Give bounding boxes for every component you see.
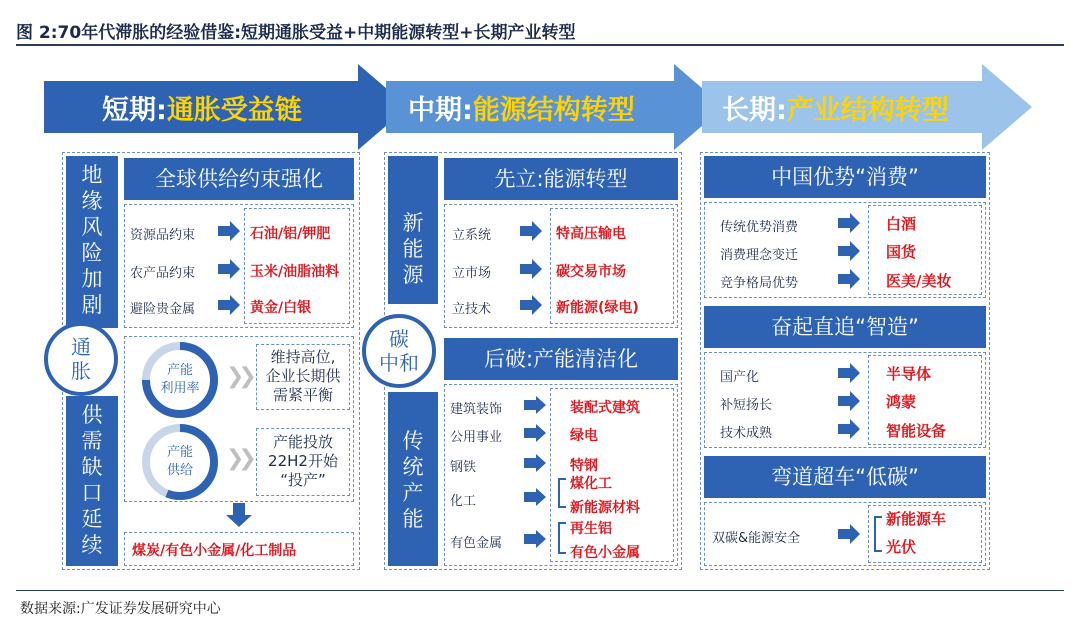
row-label: 立技术 xyxy=(452,302,492,317)
bracket xyxy=(558,522,566,554)
low-carbon-value: 新能源车 xyxy=(886,510,947,528)
row-label: 立市场 xyxy=(452,266,492,281)
arrow-right-icon xyxy=(524,396,546,414)
arrow-right-icon xyxy=(838,363,860,383)
phase-arrow-long xyxy=(702,64,1032,150)
arrow-right-icon xyxy=(838,391,860,411)
row-label: 农产品约束 xyxy=(130,266,196,281)
arrow-right-icon xyxy=(838,213,860,233)
supply-gap-bar: 供 需 缺 口 延 续 xyxy=(66,396,118,566)
arrow-right-icon xyxy=(218,259,240,279)
low-carbon-header: 弯道超车“低碳” xyxy=(704,456,986,498)
consumption-header: 中国优势“消费” xyxy=(704,156,986,198)
figure-title: 图 2:70年代滞胀的经验借鉴:短期通胀受益+中期能源转型+长期产业转型 xyxy=(16,23,576,43)
phase-arrow-mid xyxy=(386,64,724,150)
source-note: 数据来源:广发证券发展研究中心 xyxy=(20,601,221,617)
supply-value: 石油/铝/钾肥 xyxy=(250,226,331,242)
clean-value: 再生铝 xyxy=(570,521,612,537)
source-rule xyxy=(16,590,1064,591)
arrow-right-icon xyxy=(524,454,546,472)
row-label: 补短扬长 xyxy=(720,398,773,413)
consumption-value: 国货 xyxy=(886,243,917,261)
row-label: 资源品约束 xyxy=(130,228,196,243)
arrow-right-icon xyxy=(524,530,546,548)
arrow-right-icon xyxy=(218,295,240,315)
consumption-value: 医美/美妆 xyxy=(886,272,952,290)
arrow-right-icon xyxy=(524,488,546,506)
phase-long-title: 长期:产业结构转型 xyxy=(722,95,949,126)
consumption-value: 白酒 xyxy=(886,215,917,233)
geo-risk-bar: 地 缘 风 险 加 剧 xyxy=(66,156,118,328)
arrow-right-icon xyxy=(218,221,240,241)
chevron-right-icon: ❯❯ xyxy=(226,364,251,389)
chevron-right-icon: ❯❯ xyxy=(226,446,251,471)
smart-value: 鸿蒙 xyxy=(886,393,917,411)
clean-value: 新能源材料 xyxy=(570,500,640,516)
title-rule xyxy=(16,44,1064,46)
arrow-right-icon xyxy=(838,419,860,439)
arrow-right-icon xyxy=(520,259,542,279)
row-label: 钢铁 xyxy=(450,460,477,475)
row-label: 传统优势消费 xyxy=(720,220,799,235)
mid-term-top-header: 先立:能源转型 xyxy=(444,158,678,200)
capacity-release-note: 产能投放 22H2开始 “投产” xyxy=(268,433,338,489)
row-label: 公用事业 xyxy=(450,430,503,445)
carbon-neutral-circle: 碳 中和 xyxy=(362,314,436,388)
smart-value: 半导体 xyxy=(886,365,932,383)
supply-value: 黄金/白银 xyxy=(250,300,312,316)
arrow-right-icon xyxy=(838,524,860,544)
energy-value: 新能源(绿电) xyxy=(556,300,639,316)
row-label: 国产化 xyxy=(720,370,760,385)
low-carbon-value: 光伏 xyxy=(886,538,917,556)
row-label: 立系统 xyxy=(452,228,492,243)
energy-value: 特高压输电 xyxy=(556,226,626,242)
capacity-utilization-gauge: 产能 利用率 xyxy=(140,340,220,420)
row-label: 有色金属 xyxy=(450,536,503,551)
row-label: 建筑装饰 xyxy=(450,402,503,417)
arrow-right-icon xyxy=(524,424,546,442)
clean-value: 有色小金属 xyxy=(570,545,640,561)
row-label: 化工 xyxy=(450,494,477,509)
inflation-circle: 通 胀 xyxy=(44,322,118,396)
row-label: 双碳&能源安全 xyxy=(712,531,801,546)
arrow-right-icon xyxy=(838,241,860,261)
clean-value: 煤化工 xyxy=(570,476,612,492)
phase-arrow-short xyxy=(44,64,408,150)
smart-manufacturing-header: 奋起直追“智造” xyxy=(704,306,986,348)
bracket xyxy=(874,516,882,552)
coal-metals-chem: 煤炭/有色小金属/化工制品 xyxy=(132,543,297,559)
traditional-capacity-bar: 传 统 产 能 xyxy=(388,392,438,566)
capacity-note: 维持高位, 企业长期供 需紧平衡 xyxy=(265,348,341,404)
arrow-down-icon xyxy=(226,503,252,527)
row-label: 竞争格局优势 xyxy=(720,276,799,291)
energy-value: 碳交易市场 xyxy=(556,264,626,280)
row-label: 技术成熟 xyxy=(720,426,773,441)
short-term-header: 全球供给约束强化 xyxy=(124,158,354,200)
bracket xyxy=(558,478,566,508)
clean-value: 绿电 xyxy=(570,428,598,444)
arrow-right-icon xyxy=(520,221,542,241)
mid-term-bottom-header: 后破:产能清洁化 xyxy=(444,338,678,380)
supply-value: 玉米/油脂油料 xyxy=(250,264,340,280)
phase-short-title: 短期:通胀受益链 xyxy=(102,95,302,126)
capacity-supply-gauge: 产能 供给 xyxy=(140,422,220,502)
smart-value: 智能设备 xyxy=(886,422,947,440)
new-energy-bar: 新 能 源 xyxy=(388,156,438,304)
arrow-right-icon xyxy=(838,269,860,289)
row-label: 消费理念变迁 xyxy=(720,248,799,263)
arrow-right-icon xyxy=(520,295,542,315)
row-label: 避险贵金属 xyxy=(130,302,196,317)
clean-value: 特钢 xyxy=(570,458,598,474)
clean-value: 装配式建筑 xyxy=(570,400,640,416)
phase-mid-title: 中期:能源结构转型 xyxy=(408,95,635,126)
